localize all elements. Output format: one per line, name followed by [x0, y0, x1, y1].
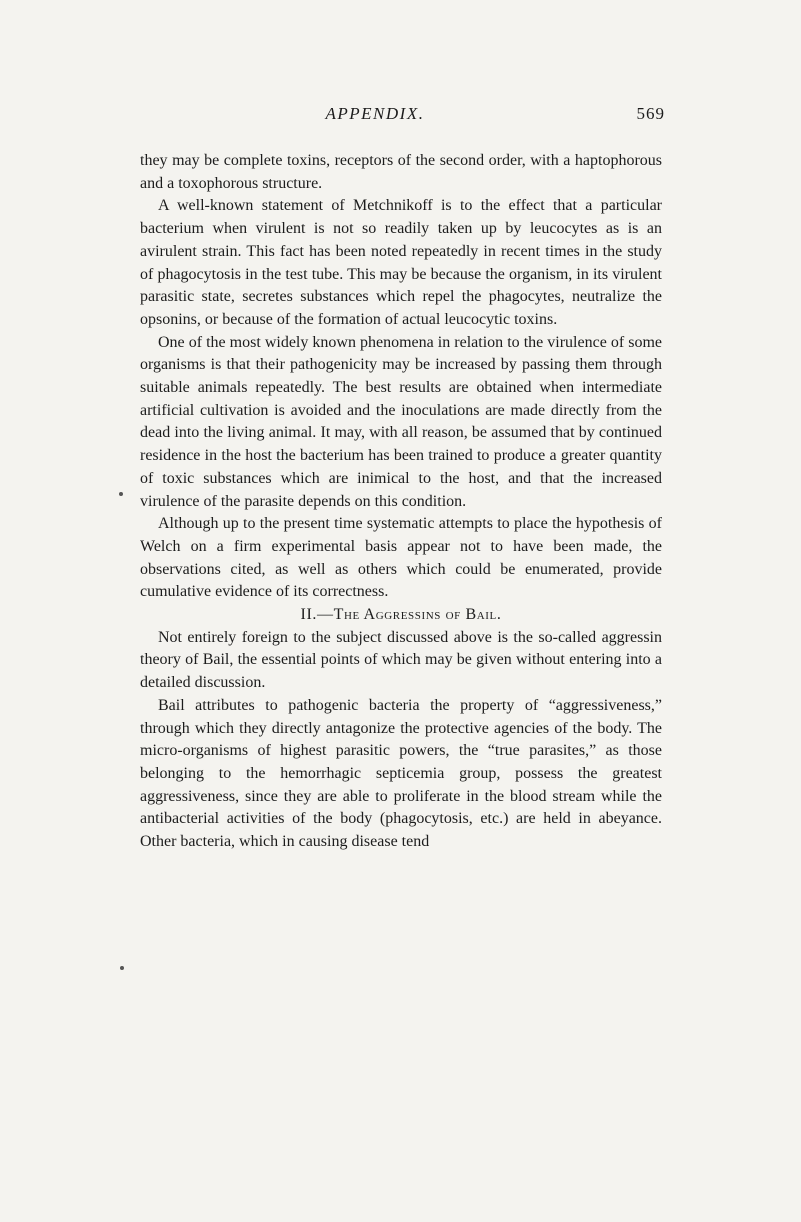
section-heading-text: II.—The Aggressins of Bail. [300, 606, 502, 624]
body-text [140, 150, 662, 854]
paragraph-aggressin-theory: Not entirely foreign to the subject discussed above is the so-called aggressin theory of Bail, the essential points of which may be given without entering into a detailed discussion. [140, 628, 662, 692]
section-heading [140, 604, 662, 627]
paragraph-virulence: One of the most widely known phenomena in relation to the virulence of some organisms is that their pathogenicity may be increased by passing them through suitable animals repeatedly. The best results are obtained when intermediate artificial cultivation is avoided and the inoculations are made directly from the dead into the living animal. It may, with all reason, be assumed that by continued residence in the host the bacterium has been trained to produce a greater quantity of toxic substances which are inimical to the host, and that the increased virulence of the parasite depends on this condition. [140, 333, 662, 510]
page-number: 569 [636, 104, 665, 123]
running-head [240, 104, 665, 128]
paragraph-welch-hypothesis: Although up to the present time systematic attempts to place the hypothesis of Welch on a firm experimental basis appear not to have been made, the observations cited, as well as others which could be enumerated, provide cumulative evidence of its correctness. [140, 515, 662, 601]
paragraph-metchnikoff: A well-known statement of Metchnikoff is to the effect that a particular bacterium when virulent is not so readily taken up by leucocytes as is an avirulent strain. This fact has been noted repeatedly in recent times in the study of phagocytosis in the test tube. This may be because the organism, in its virulent parasitic state, secretes substances which repel the phagocytes, neutralize the opsonins, or because of the formation of actual leucocytic toxins. [140, 197, 662, 328]
margin-dot-mark [119, 492, 123, 496]
running-title: APPENDIX. [325, 104, 425, 123]
paragraph-continued: they may be complete toxins, receptors of the second order, with a haptophorous and a toxophorous structure. [140, 152, 662, 192]
paragraph-aggressiveness: Bail attributes to pathogenic bacteria the property of “aggressiveness,” through which they directly antagonize the protective agencies of the body. The micro-organisms of highest parasitic powers, the “true parasites,” as those belonging to the hemorrhagic septicemia group, possess the greatest aggressiveness, since they are able to proliferate in the blood stream while the antibacterial activities of the body (phagocytosis, etc.) are held in abeyance. Other bacteria, which in causing disease tend [140, 696, 662, 851]
margin-dot-mark [120, 966, 124, 970]
